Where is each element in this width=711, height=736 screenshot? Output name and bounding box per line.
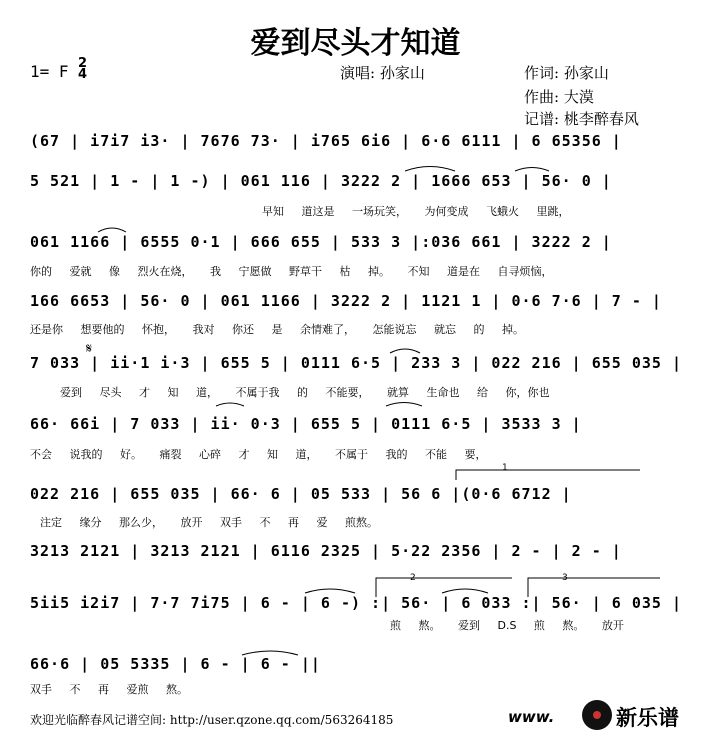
lyricist-credit: 作词: 孙家山 bbox=[524, 64, 609, 82]
score-row-4-notes: 166 6653 | 56· 0 | 061 1166 | 3222 2 | 1121 1 | 0·6 7·6 | 7 - | bbox=[30, 292, 662, 310]
transcriber-credit: 记谱: 桃李醉春风 bbox=[524, 110, 639, 128]
segno-sign: 𝄋 bbox=[86, 341, 93, 357]
singer-credit: 演唱: 孙家山 bbox=[340, 64, 425, 82]
slur-9 bbox=[242, 651, 298, 655]
score-row-7-lyrics: 注定 缘分 那么少， 放开 双手 不 再 爱 煎熬。 bbox=[40, 516, 378, 529]
score-row-8-notes: 3213 2121 | 3213 2121 | 6116 2325 | 5·22 2356 | 2 - | 2 - | bbox=[30, 542, 622, 560]
watermark-url: www. bbox=[508, 708, 555, 726]
composer-credit: 作曲: 大漠 bbox=[524, 88, 594, 106]
score-row-10-notes: 66·6 | 05 5335 | 6 - | 6 - || bbox=[30, 655, 321, 673]
score-row-9-notes: 5ii5 i2i7 | 7·7 7i75 | 6 - | 6 -) :| 56· | 6 033 :| 56· | 6 035 | bbox=[30, 594, 682, 612]
footer-note: 欢迎光临醉春风记谱空间: http://user.qzone.qq.com/563264185 bbox=[30, 713, 394, 727]
song-title: 爱到尽头才知道 bbox=[250, 26, 461, 61]
watermark-brand: 新乐谱 bbox=[616, 706, 679, 730]
volta-2-number: 2 bbox=[410, 573, 416, 583]
score-row-3-notes: 061 1166 | 6555 0·1 | 666 655 | 533 3 |:036 661 | 3222 2 | bbox=[30, 233, 612, 251]
score-row-6-notes: 66· 66i | 7 033 | ii· 0·3 | 655 5 | 0111 6·5 | 3533 3 | bbox=[30, 415, 582, 433]
score-row-5-notes: 7 033 | ii·1 i·3 | 655 5 | 0111 6·5 | 233 3 | 022 216 | 655 035 | bbox=[30, 354, 682, 372]
volta-2-bracket bbox=[376, 578, 512, 597]
slur-5 bbox=[216, 403, 244, 406]
volta-1-bracket bbox=[456, 470, 640, 480]
score-row-6-lyrics: 不会 说我的 好。 痛裂 心碎 才 知 道， 不属于 我的 不能 要， bbox=[30, 448, 487, 461]
slur-7 bbox=[305, 589, 355, 593]
slur-4 bbox=[390, 349, 420, 353]
volta-1-number: 1 bbox=[502, 463, 508, 473]
score-row-2-lyrics: 早知 道这是 一场玩笑， 为何变成 飞蛾火 里跳， bbox=[262, 205, 570, 218]
score-row-9-lyrics: 煎 熬。 爱到 D.S 煎 熬。 放开 bbox=[390, 619, 624, 632]
score-row-1-notes: (67 | i7i7 i3· | 7676 73· | i765 6i6 | 6·6 6111 | 6 65356 | bbox=[30, 132, 622, 150]
score-row-10-lyrics: 双手 不 再 爱煎 熬。 bbox=[30, 683, 188, 696]
meter-top: 2 bbox=[78, 56, 88, 71]
volta-3-bracket bbox=[528, 578, 660, 597]
score-row-7-notes: 022 216 | 655 035 | 66· 6 | 05 533 | 56 6 |(0·6 6712 | bbox=[30, 485, 572, 503]
score-row-2-notes: 5 521 | 1 - | 1 -) | 061 116 | 3222 2 | 1666 653 | 56· 0 | bbox=[30, 172, 612, 190]
score-row-4-lyrics: 还是你 想要他的 怀抱， 我对 你还 是 余情难了， 怎能说忘 就忘 的 掉。 bbox=[30, 323, 524, 336]
key-signature: 1= F bbox=[30, 62, 69, 81]
slur-2 bbox=[515, 168, 549, 172]
slur-3 bbox=[98, 228, 126, 232]
score-row-5-lyrics: 爱到 尽头 才 知 道， 不属于我 的 不能要， 就算 生命也 给 你，你也 bbox=[60, 386, 550, 399]
record-logo-icon bbox=[582, 700, 612, 730]
meter-bottom: 4 bbox=[78, 67, 88, 82]
slur-8 bbox=[442, 589, 488, 593]
slur-6 bbox=[386, 403, 422, 407]
slur-1 bbox=[405, 167, 455, 172]
score-row-3-lyrics: 你的 爱就 像 烈火在烧， 我 宁愿做 野草干 枯 掉。 不知 道是在 自寻烦恼， bbox=[30, 265, 553, 278]
volta-3-number: 3 bbox=[562, 573, 568, 583]
